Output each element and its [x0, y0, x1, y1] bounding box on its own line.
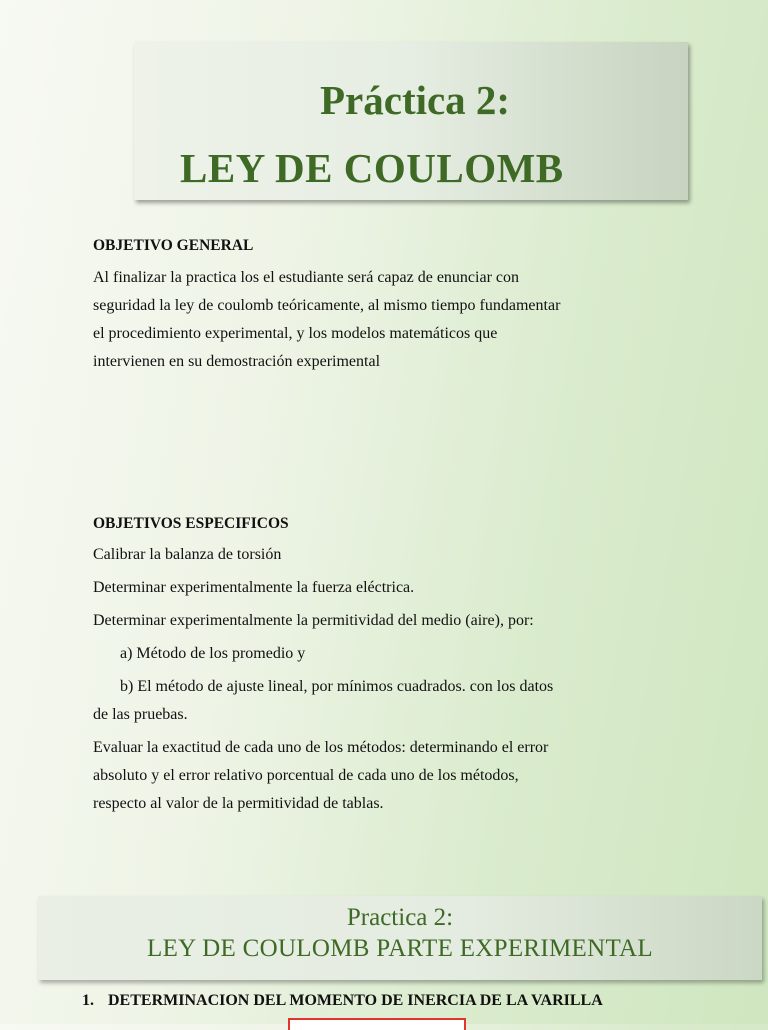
objetivo-item: Determinar experimentalmente la fuerza eléctrica.: [93, 579, 415, 596]
objetivo-subitem-a: a) Método de los promedio y: [120, 645, 306, 662]
objetivo-general-line: seguridad la ley de coulomb teóricamente, al mismo tiempo fundamentar: [93, 297, 561, 314]
objetivo-item-line: Evaluar la exactitud de cada uno de los métodos: determinando el error: [93, 739, 549, 756]
parte-experimental-box: [38, 896, 762, 980]
objetivo-item: [93, 734, 683, 818]
red-bordered-box: [288, 1018, 466, 1030]
objetivos-especificos-section: [93, 510, 683, 823]
title-practica: Práctica 2:: [320, 77, 511, 123]
objetivo-general-line: Al finalizar la practica los el estudiante será capaz de enunciar con: [93, 269, 519, 286]
objetivo-item: Calibrar la balanza de torsión: [93, 546, 282, 563]
objetivo-item: Determinar experimentalmente la permitividad del medio (aire), por:: [93, 612, 534, 629]
objetivo-general-line: el procedimiento experimental, y los modelos matemáticos que: [93, 325, 498, 342]
step-number: 1.: [82, 992, 94, 1009]
parte-experimental-title: Practica 2:: [346, 904, 454, 931]
objetivo-item-line: absoluto y el error relativo porcentual de cada uno de los métodos,: [93, 767, 519, 784]
objetivo-subitem-b-line1: b) El método de ajuste lineal, por mínimos cuadrados. con los datos: [120, 678, 554, 695]
objetivo-general-section: [93, 232, 683, 376]
objetivo-subitem-b: [93, 673, 683, 729]
title-ley-de-coulomb: LEY DE COULOMB: [180, 145, 564, 191]
objetivo-general-heading: OBJETIVO GENERAL: [93, 237, 254, 254]
title-box: [134, 42, 688, 200]
step-text: DETERMINACION DEL MOMENTO DE INERCIA DE LA VARILLA: [108, 992, 603, 1009]
objetivo-subitem-b-line2: de las pruebas.: [93, 706, 188, 723]
objetivo-general-text: [93, 264, 683, 376]
objetivo-item-line: respecto al valor de la permitividad de tablas.: [93, 795, 384, 812]
parte-experimental-subtitle: LEY DE COULOMB PARTE EXPERIMENTAL: [147, 935, 653, 962]
step-1-heading: [82, 992, 603, 1010]
objetivos-especificos-heading: OBJETIVOS ESPECIFICOS: [93, 515, 289, 532]
objetivo-general-line: intervienen en su demostración experimental: [93, 353, 381, 370]
